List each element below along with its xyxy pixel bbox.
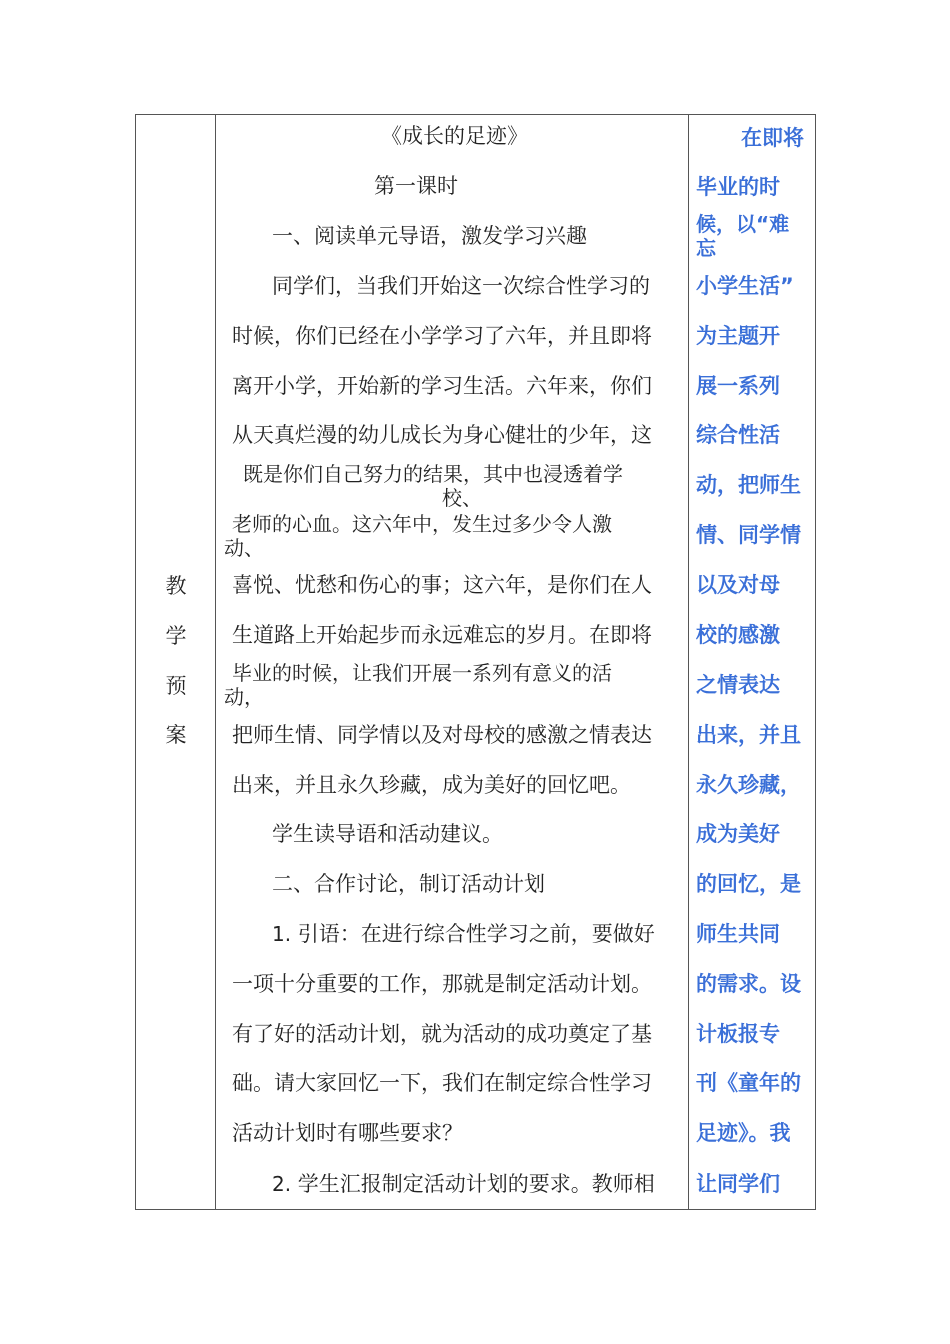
annotation-line: 足迹》。我 — [696, 1121, 791, 1145]
annotation-line: 刊《童年的 — [696, 1071, 801, 1095]
annotation-line: 永久珍藏， — [696, 773, 801, 797]
annotation-line: 出来，并且 — [696, 723, 801, 747]
content-column — [216, 115, 689, 1209]
paragraph-line: 动， — [224, 685, 264, 709]
paragraph-line: 时候，你们已经在小学学习了六年，并且即将 — [232, 324, 652, 348]
annotation-line: 校的感激 — [696, 623, 780, 647]
lesson-plan-table — [135, 114, 816, 1210]
annotation-line: 之情表达 — [696, 673, 780, 697]
section-heading: 一、阅读单元导语，激发学习兴趣 — [272, 224, 587, 248]
paragraph-line: 把师生情、同学情以及对母校的感激之情表达 — [232, 723, 652, 747]
list-item-1 — [272, 921, 655, 947]
list-item-text: 学生汇报制定活动计划的要求。教师相 — [297, 1172, 655, 1196]
annotation-line: 动，把师生 — [696, 473, 801, 497]
annotation-line: 以及对母 — [696, 573, 780, 597]
annotation-line: 成为美好 — [696, 822, 780, 846]
paragraph-line: 既是你们自己努力的结果，其中也浸透着学 — [243, 462, 623, 486]
label-char: 案 — [165, 723, 187, 747]
paragraph-line: 活动计划时有哪些要求？ — [232, 1121, 463, 1145]
paragraph-line: 一项十分重要的工作，那就是制定活动计划。 — [232, 972, 652, 996]
list-item-2 — [272, 1171, 655, 1197]
paragraph-line: 老师的心血。这六年中，发生过多少令人激 — [232, 512, 612, 536]
annotation-column — [689, 115, 815, 1209]
paragraph-line: 离开小学，开始新的学习生活。六年来，你们 — [232, 374, 652, 398]
annotation-line: 的回忆，是 — [696, 872, 801, 896]
student-activity: 学生读导语和活动建议。 — [272, 822, 503, 846]
label-char: 教 — [165, 574, 187, 598]
lesson-period: 第一课时 — [374, 174, 458, 198]
paragraph-line: 础。请大家回忆一下，我们在制定综合性学习 — [232, 1071, 652, 1095]
paragraph-line: 动、 — [224, 536, 264, 560]
annotation-line: 展一系列 — [696, 374, 780, 398]
section-heading: 二、合作讨论，制订活动计划 — [272, 872, 545, 896]
paragraph-line: 生道路上开始起步而永远难忘的岁月。在即将 — [232, 623, 652, 647]
list-number: 1. — [272, 922, 292, 946]
annotation-line: 计板报专 — [696, 1022, 780, 1046]
annotation-line: 让同学们 — [696, 1172, 780, 1196]
annotation-line: 小学生活” — [696, 274, 794, 298]
paragraph-line: 从天真烂漫的幼儿成长为身心健壮的少年，这 — [232, 423, 652, 447]
annotation-line: 综合性活 — [696, 423, 780, 447]
paragraph-line: 有了好的活动计划，就为活动的成功奠定了基 — [232, 1022, 652, 1046]
paragraph-line: 校、 — [442, 486, 482, 510]
annotation-line: 师生共同 — [696, 922, 780, 946]
label-char: 预 — [165, 674, 187, 698]
annotation-line: 忘 — [696, 236, 716, 260]
annotation-line: 候，以“难 — [696, 212, 790, 236]
list-number: 2. — [272, 1172, 292, 1196]
paragraph-line: 同学们，当我们开始这一次综合性学习的 — [272, 274, 650, 298]
paragraph-line: 毕业的时候，让我们开展一系列有意义的活 — [232, 661, 612, 685]
paragraph-line: 出来，并且永久珍藏，成为美好的回忆吧。 — [232, 773, 631, 797]
label-char: 学 — [165, 624, 187, 648]
annotation-line: 为主题开 — [696, 324, 780, 348]
annotation-line: 的需求。设 — [696, 972, 801, 996]
list-item-text: 引语：在进行综合性学习之前，要做好 — [297, 922, 655, 946]
annotation-line: 毕业的时 — [696, 175, 780, 199]
annotation-line: 在即将 — [741, 126, 804, 150]
lesson-title: 《成长的足迹》 — [381, 124, 528, 148]
label-column — [136, 115, 216, 1209]
paragraph-line: 喜悦、忧愁和伤心的事；这六年，是你们在人 — [232, 573, 652, 597]
annotation-line: 情、同学情 — [696, 523, 801, 547]
